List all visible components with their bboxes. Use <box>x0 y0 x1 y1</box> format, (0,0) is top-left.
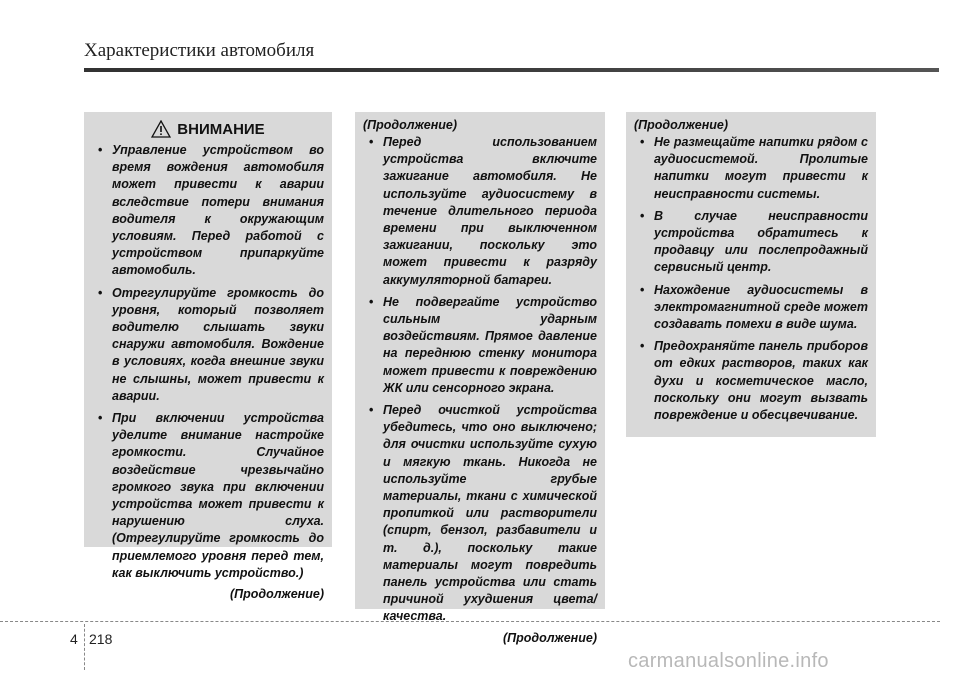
list-item: • Перед использованием устройства включите зажигание автомобиля. Не используйте аудиосистему в течение длительного периода времени при выключенном зажигании, поскольку это может привести к разряду аккумуляторной батареи. <box>363 134 597 289</box>
warning-triangle-icon <box>151 120 171 138</box>
warning-heading <box>92 120 324 138</box>
list-item: • Нахождение аудиосистемы в электромагнитной среде может создавать помехи в виде шума. <box>634 282 868 334</box>
footer-rule <box>0 621 940 622</box>
continued-panel-2 <box>355 112 605 645</box>
chapter-number: 4 <box>70 631 78 647</box>
continued-footer: (Продолжение) <box>502 630 597 645</box>
continued-footer: (Продолжение) <box>229 587 324 602</box>
list-item: • Не размещайте напитки рядом с аудиосистемой. Пролитые напитки могут привести к неисправности системы. <box>634 134 868 203</box>
list-item: • Отрегулируйте громкость до уровня, который позволяет водителю слышать звуки снаружи автомобиля. Вождение в условиях, когда внешние звуки не слышны, может привести к аварии. <box>92 285 324 405</box>
page-number: 218 <box>89 631 113 647</box>
continued-header: (Продолжение) <box>363 118 458 132</box>
footer-divider <box>84 624 85 670</box>
continued-panel-3 <box>626 112 876 437</box>
warning-panel <box>84 112 332 602</box>
page-header-title: Характеристики автомобиля <box>84 40 315 61</box>
list-item: • Не подвергайте устройство сильным ударным воздействиям. Прямое давление на переднюю стенку монитора может привести к повреждению ЖК или сенсорного экрана. <box>363 294 597 397</box>
list-item: • В случае неисправности устройства обратитесь к продавцу или послепродажный сервисный центр. <box>634 208 868 277</box>
watermark-text: carmanualsonline.info <box>628 650 829 672</box>
continued-header: (Продолжение) <box>634 118 729 132</box>
warning-list <box>363 134 597 626</box>
warning-title: ВНИМАНИЕ <box>177 120 265 138</box>
list-item: • При включении устройства уделите внимание настройке громкости. Случайное воздействие чрезвычайно громкого звука при включении устройства может привести к нарушению слуха. (Отрегулируйте громкость до приемлемого уровня перед тем, как выключить устройство.) <box>92 410 324 582</box>
list-item: • Предохраняйте панель приборов от едких растворов, таких как духи и косметическое масло, поскольку они могут вызвать повреждение и обесцвечивание. <box>634 338 868 424</box>
header-rule <box>84 68 939 72</box>
warning-list <box>634 134 868 424</box>
list-item: • Перед очисткой устройства убедитесь, что оно выключено; для очистки используйте сухую и мягкую ткань. Никогда не используйте грубые материалы, ткани с химической пропиткой или растворители (спирт, бензол, разбавители и т. д.), поскольку такие материалы могут повредить панель устройства или стать причиной ухудшения цвета/качества. <box>363 402 597 626</box>
list-item: • Управление устройством во время вождения автомобиля может привести к аварии вследствие потери внимания водителя к окружающим условиям. Перед работой с устройством припаркуйте автомобиль. <box>92 142 324 280</box>
warning-list <box>92 142 324 582</box>
